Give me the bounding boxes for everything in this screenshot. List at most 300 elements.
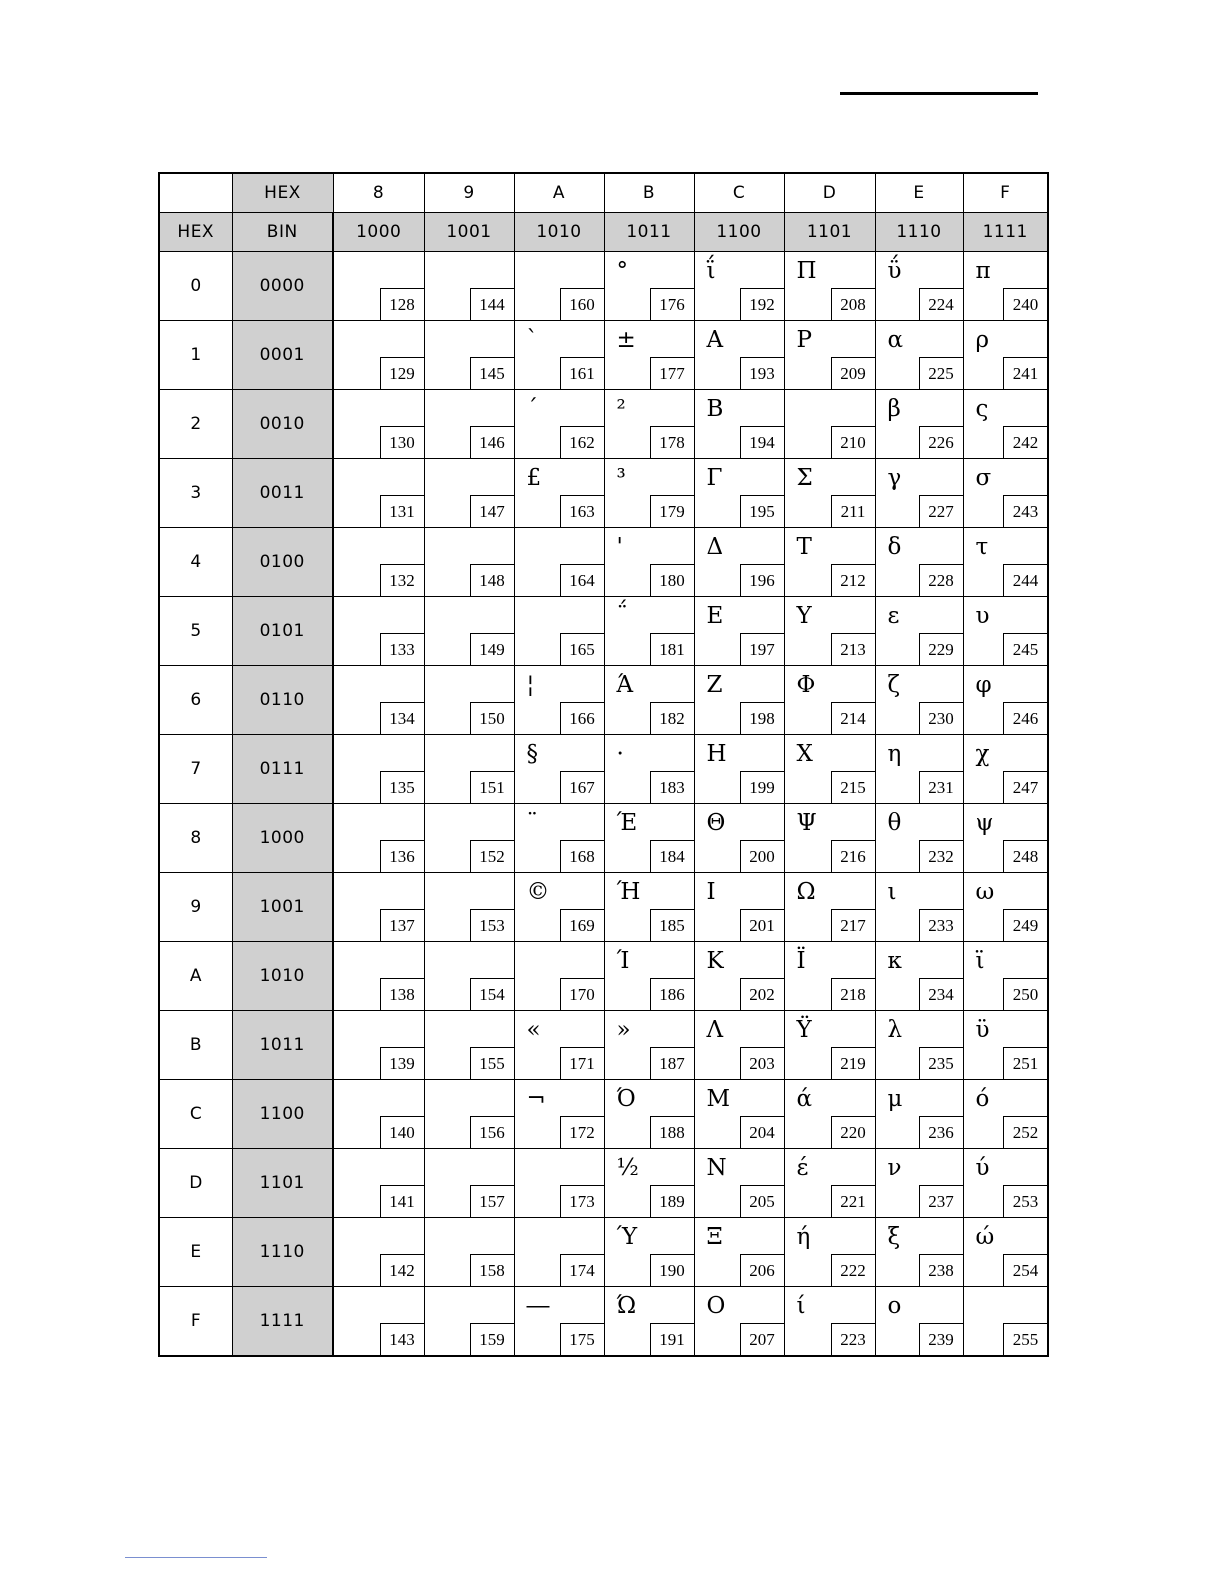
char-code: 240 [1003, 288, 1047, 320]
row-hex-label: C [159, 1080, 232, 1149]
char-cell-inner [425, 666, 514, 734]
char-glyph: ± [616, 327, 636, 353]
char-cell-inner [605, 873, 694, 941]
char-cell [963, 390, 1048, 459]
char-cell-inner [334, 1149, 424, 1217]
row-bin-label: 0100 [232, 528, 333, 597]
char-cell-inner [964, 528, 1048, 596]
char-glyph: ` [526, 327, 538, 353]
char-code: 138 [380, 978, 424, 1010]
char-cell-inner [515, 804, 604, 872]
char-cell-inner [334, 1287, 424, 1355]
char-cell-inner [334, 528, 424, 596]
char-cell-inner [605, 252, 694, 320]
char-code: 200 [740, 840, 784, 872]
char-cell [784, 528, 875, 597]
char-cell [333, 459, 424, 528]
char-cell-inner [515, 321, 604, 389]
char-cell [694, 1218, 784, 1287]
char-glyph: Θ [706, 810, 726, 836]
char-cell-inner [605, 1287, 694, 1355]
char-glyph: ν [887, 1155, 902, 1181]
char-code: 154 [470, 978, 514, 1010]
char-cell [963, 1011, 1048, 1080]
table-row [159, 666, 1048, 735]
char-code: 150 [470, 702, 514, 734]
char-cell-inner [964, 1080, 1048, 1148]
char-code: 165 [560, 633, 604, 665]
char-code: 192 [740, 288, 784, 320]
char-cell-inner [515, 528, 604, 596]
char-code: 190 [650, 1254, 694, 1286]
char-cell [424, 1011, 514, 1080]
char-code: 157 [470, 1185, 514, 1217]
char-glyph: Ι [706, 879, 716, 905]
char-cell [875, 390, 963, 459]
char-cell-inner [515, 873, 604, 941]
char-cell [963, 1080, 1048, 1149]
char-cell-inner [964, 390, 1048, 458]
char-code: 253 [1003, 1185, 1047, 1217]
char-cell [514, 459, 604, 528]
col-bin-1001: 1001 [424, 213, 514, 252]
char-cell [333, 321, 424, 390]
char-code: 142 [380, 1254, 424, 1286]
char-code: 205 [740, 1185, 784, 1217]
col-hex-f: F [963, 173, 1048, 213]
char-code: 136 [380, 840, 424, 872]
char-cell [875, 804, 963, 873]
char-glyph: έ [796, 1155, 809, 1181]
char-cell [875, 1011, 963, 1080]
char-cell [514, 666, 604, 735]
char-cell-inner [876, 597, 963, 665]
char-cell-inner [964, 1287, 1048, 1355]
char-cell-inner [515, 666, 604, 734]
char-code: 160 [560, 288, 604, 320]
row-bin-label: 1111 [232, 1287, 333, 1357]
char-glyph: ½ [616, 1155, 639, 1181]
char-cell [963, 1287, 1048, 1357]
char-cell [424, 321, 514, 390]
char-glyph: μ [887, 1086, 903, 1112]
char-cell [514, 528, 604, 597]
char-cell-inner [964, 735, 1048, 803]
char-cell [333, 735, 424, 804]
char-cell-inner [876, 390, 963, 458]
col-hex-c: C [694, 173, 784, 213]
char-glyph: ² [616, 396, 626, 422]
char-glyph: ή [796, 1224, 811, 1250]
char-glyph: Χ [796, 741, 813, 767]
char-cell-inner [334, 459, 424, 527]
char-cell-inner [876, 804, 963, 872]
char-cell-inner [605, 597, 694, 665]
char-cell [514, 942, 604, 1011]
char-glyph: © [526, 879, 550, 905]
char-glyph: Ϊ [796, 948, 806, 974]
char-cell [963, 873, 1048, 942]
table-row [159, 321, 1048, 390]
char-cell [333, 666, 424, 735]
char-cell-inner [425, 459, 514, 527]
char-cell-inner [876, 873, 963, 941]
char-cell [424, 390, 514, 459]
char-code: 210 [831, 426, 875, 458]
char-cell [963, 1218, 1048, 1287]
col-bin-1000: 1000 [333, 213, 424, 252]
char-code: 163 [560, 495, 604, 527]
char-cell [875, 321, 963, 390]
char-cell-inner [605, 666, 694, 734]
col-bin-1010: 1010 [514, 213, 604, 252]
char-cell [784, 252, 875, 321]
char-cell-inner [425, 1080, 514, 1148]
char-cell [694, 942, 784, 1011]
char-cell-inner [695, 942, 784, 1010]
row-hex-label: F [159, 1287, 232, 1357]
char-glyph: Σ [796, 465, 813, 491]
char-cell-inner [695, 1011, 784, 1079]
table-row [159, 873, 1048, 942]
char-cell-inner [695, 1149, 784, 1217]
char-code: 146 [470, 426, 514, 458]
char-glyph: Τ [796, 534, 812, 560]
char-cell [963, 252, 1048, 321]
row-bin-label: 1001 [232, 873, 333, 942]
char-cell [333, 1011, 424, 1080]
table-row [159, 1218, 1048, 1287]
col-bin-1100: 1100 [694, 213, 784, 252]
char-code: 227 [919, 495, 963, 527]
char-cell-inner [605, 804, 694, 872]
row-hex-label: 4 [159, 528, 232, 597]
char-cell [963, 321, 1048, 390]
char-cell-inner [785, 804, 875, 872]
char-cell-inner [785, 1011, 875, 1079]
char-code: 251 [1003, 1047, 1047, 1079]
char-cell-inner [876, 1080, 963, 1148]
table-row [159, 390, 1048, 459]
char-cell-inner [785, 735, 875, 803]
char-cell [333, 390, 424, 459]
char-cell-inner [425, 1149, 514, 1217]
row-hex-label: 5 [159, 597, 232, 666]
char-cell [333, 1218, 424, 1287]
char-cell [875, 528, 963, 597]
char-code: 196 [740, 564, 784, 596]
char-cell-inner [515, 1218, 604, 1286]
char-code: 174 [560, 1254, 604, 1286]
char-cell [875, 1287, 963, 1357]
char-cell-inner [876, 528, 963, 596]
char-cell [333, 1287, 424, 1357]
char-cell-inner [515, 1011, 604, 1079]
char-code: 213 [831, 633, 875, 665]
char-code: 223 [831, 1323, 875, 1355]
char-glyph: Γ [706, 465, 723, 491]
char-cell-inner [425, 873, 514, 941]
char-glyph: ο [887, 1293, 902, 1319]
char-glyph: Ψ [796, 810, 817, 836]
char-cell-inner [515, 597, 604, 665]
row-bin-label: 1011 [232, 1011, 333, 1080]
row-hex-label: 0 [159, 252, 232, 321]
char-code: 254 [1003, 1254, 1047, 1286]
col-hex-9: 9 [424, 173, 514, 213]
char-code: 204 [740, 1116, 784, 1148]
char-glyph: Ο [706, 1293, 726, 1319]
char-cell [963, 804, 1048, 873]
footer-rule [125, 1557, 267, 1558]
col-hex-d: D [784, 173, 875, 213]
char-code: 148 [470, 564, 514, 596]
char-cell-inner [695, 321, 784, 389]
char-glyph: ξ [887, 1224, 901, 1250]
row-bin-label: 1100 [232, 1080, 333, 1149]
header-row-bin [159, 213, 1048, 252]
char-cell-inner [515, 735, 604, 803]
char-code: 129 [380, 357, 424, 389]
char-code: 185 [650, 909, 694, 941]
char-code: 209 [831, 357, 875, 389]
char-cell-inner [785, 459, 875, 527]
char-cell-inner [695, 1218, 784, 1286]
char-cell-inner [605, 1218, 694, 1286]
table-row [159, 942, 1048, 1011]
char-cell-inner [334, 1218, 424, 1286]
char-code: 183 [650, 771, 694, 803]
char-cell [424, 1218, 514, 1287]
char-code: 149 [470, 633, 514, 665]
table-row [159, 597, 1048, 666]
col-bin-1110: 1110 [875, 213, 963, 252]
char-cell-inner [785, 528, 875, 596]
char-cell [604, 528, 694, 597]
char-cell-inner [334, 597, 424, 665]
char-cell-inner [425, 804, 514, 872]
char-cell-inner [605, 735, 694, 803]
char-code: 176 [650, 288, 694, 320]
char-cell [333, 1149, 424, 1218]
char-code: 255 [1003, 1323, 1047, 1355]
char-cell [333, 1080, 424, 1149]
char-cell [604, 1149, 694, 1218]
char-cell-inner [334, 390, 424, 458]
char-code: 228 [919, 564, 963, 596]
char-cell-inner [785, 1080, 875, 1148]
char-cell-inner [334, 1080, 424, 1148]
char-cell [604, 804, 694, 873]
char-code: 206 [740, 1254, 784, 1286]
char-cell [694, 252, 784, 321]
char-cell [875, 666, 963, 735]
char-cell-inner [785, 666, 875, 734]
char-glyph: » [616, 1017, 631, 1043]
row-hex-label: 1 [159, 321, 232, 390]
char-code: 246 [1003, 702, 1047, 734]
char-cell-inner [964, 321, 1048, 389]
char-cell-inner [695, 459, 784, 527]
table-row [159, 1080, 1048, 1149]
char-cell [875, 1149, 963, 1218]
char-cell [963, 666, 1048, 735]
char-glyph: ε [887, 603, 900, 629]
char-glyph: ι [887, 879, 897, 905]
char-code: 169 [560, 909, 604, 941]
char-cell [514, 1080, 604, 1149]
char-glyph: σ [975, 465, 992, 491]
char-code: 197 [740, 633, 784, 665]
char-cell [784, 1011, 875, 1080]
char-cell [514, 390, 604, 459]
row-bin-label: 0111 [232, 735, 333, 804]
char-glyph: Ό [616, 1086, 636, 1112]
char-code: 139 [380, 1047, 424, 1079]
char-cell-inner [605, 459, 694, 527]
char-code: 130 [380, 426, 424, 458]
char-cell [424, 666, 514, 735]
char-glyph: ¨ [526, 810, 538, 836]
char-code: 247 [1003, 771, 1047, 803]
char-cell-inner [785, 390, 875, 458]
char-glyph: δ [887, 534, 902, 560]
char-cell [604, 1287, 694, 1357]
char-cell [694, 1287, 784, 1357]
char-cell [514, 804, 604, 873]
char-cell-inner [334, 735, 424, 803]
char-glyph: Φ [796, 672, 816, 698]
char-cell [604, 1080, 694, 1149]
char-code: 199 [740, 771, 784, 803]
char-glyph: Ή [616, 879, 641, 905]
char-code: 212 [831, 564, 875, 596]
char-cell [784, 1080, 875, 1149]
col-hex-a: A [514, 173, 604, 213]
char-glyph: ω [975, 879, 995, 905]
char-cell [784, 459, 875, 528]
char-code: 226 [919, 426, 963, 458]
char-cell-inner [964, 252, 1048, 320]
char-cell-inner [876, 1011, 963, 1079]
char-cell [424, 252, 514, 321]
char-cell [604, 390, 694, 459]
char-glyph: Ά [616, 672, 634, 698]
char-glyph: ύ [975, 1155, 990, 1181]
char-code: 215 [831, 771, 875, 803]
char-cell [333, 942, 424, 1011]
char-cell [424, 942, 514, 1011]
char-code: 230 [919, 702, 963, 734]
char-code: 216 [831, 840, 875, 872]
char-glyph: Κ [706, 948, 724, 974]
row-hex-label: 2 [159, 390, 232, 459]
char-glyph: Ρ [796, 327, 812, 353]
char-code: 245 [1003, 633, 1047, 665]
char-cell-inner [785, 321, 875, 389]
char-code: 193 [740, 357, 784, 389]
char-code: 175 [560, 1323, 604, 1355]
table-row [159, 1011, 1048, 1080]
char-cell [784, 942, 875, 1011]
char-cell-inner [605, 942, 694, 1010]
char-cell [694, 735, 784, 804]
char-code: 208 [831, 288, 875, 320]
char-glyph: η [887, 741, 902, 767]
char-cell-inner [695, 1287, 784, 1355]
char-code: 159 [470, 1323, 514, 1355]
char-code: 221 [831, 1185, 875, 1217]
char-cell [784, 1218, 875, 1287]
char-glyph: Ω [796, 879, 816, 905]
corner-cell [159, 173, 232, 213]
char-cell [514, 1218, 604, 1287]
char-cell [784, 1149, 875, 1218]
char-glyph: ς [975, 396, 989, 422]
char-glyph: § [526, 741, 538, 767]
char-code: 231 [919, 771, 963, 803]
row-bin-label: 0001 [232, 321, 333, 390]
row-bin-label: 1010 [232, 942, 333, 1011]
char-cell [963, 942, 1048, 1011]
col-bin-1111: 1111 [963, 213, 1048, 252]
char-cell-inner [785, 252, 875, 320]
row-bin-label: 0011 [232, 459, 333, 528]
char-cell [514, 1287, 604, 1357]
char-cell-inner [425, 735, 514, 803]
char-glyph: ρ [975, 327, 990, 353]
char-glyph: Π [796, 258, 817, 284]
char-code: 236 [919, 1116, 963, 1148]
char-glyph: £ [526, 465, 542, 491]
char-code: 239 [919, 1323, 963, 1355]
char-glyph: ' [616, 534, 623, 560]
char-code: 173 [560, 1185, 604, 1217]
char-cell-inner [695, 735, 784, 803]
char-cell-inner [515, 459, 604, 527]
char-cell-inner [334, 804, 424, 872]
char-glyph: Ϋ [796, 1017, 812, 1043]
char-code: 184 [650, 840, 694, 872]
char-cell-inner [876, 1218, 963, 1286]
char-code: 232 [919, 840, 963, 872]
char-cell-inner [695, 873, 784, 941]
char-cell [694, 528, 784, 597]
char-cell-inner [605, 528, 694, 596]
table-row [159, 1287, 1048, 1357]
char-glyph: γ [887, 465, 902, 491]
char-cell [694, 1149, 784, 1218]
char-cell [514, 873, 604, 942]
row-bin-label: 0010 [232, 390, 333, 459]
char-glyph: Ν [706, 1155, 727, 1181]
char-code: 143 [380, 1323, 424, 1355]
char-code: 186 [650, 978, 694, 1010]
char-cell [875, 942, 963, 1011]
char-code: 151 [470, 771, 514, 803]
char-code: 237 [919, 1185, 963, 1217]
char-cell [694, 1080, 784, 1149]
char-code: 131 [380, 495, 424, 527]
char-glyph: ί [796, 1293, 806, 1319]
char-cell-inner [605, 1080, 694, 1148]
char-glyph: Λ [706, 1017, 724, 1043]
char-glyph: ϋ [975, 1017, 990, 1043]
char-code: 172 [560, 1116, 604, 1148]
char-code: 214 [831, 702, 875, 734]
col-hex-b: B [604, 173, 694, 213]
char-cell-inner [876, 666, 963, 734]
